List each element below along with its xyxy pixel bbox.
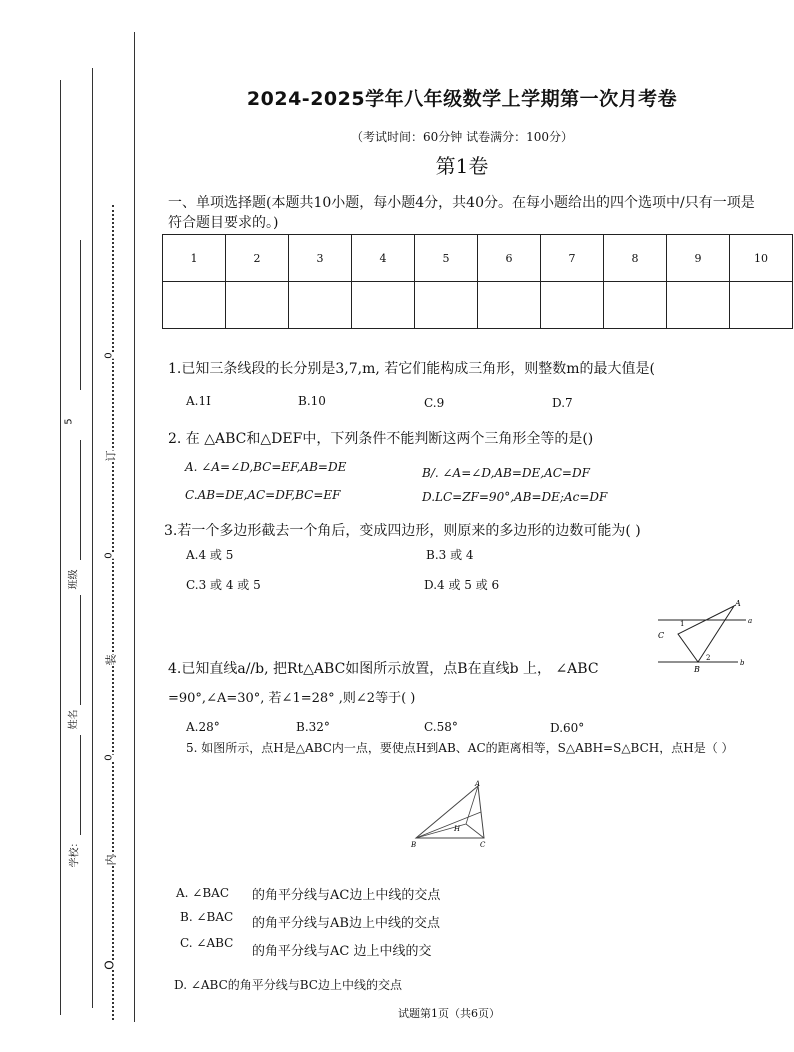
answer-cell[interactable] xyxy=(163,282,226,329)
margin-line-dotted xyxy=(112,205,114,1020)
fig5-label-h: H xyxy=(454,825,461,833)
q3-option-a: A.4 或 5 xyxy=(186,548,234,562)
q2-option-a: A. ∠A=∠D,BC=EF,AB=DE xyxy=(185,460,347,474)
fig4-label-c: C xyxy=(658,631,665,640)
answer-header-6: 6 xyxy=(478,235,541,282)
section-instructions: 一、单项选择题(本题共10小题，每小题4分，共40分。在每小题给出的四个选项中/只有一项是符合题目要求的。) xyxy=(168,195,755,231)
q3-option-d: D.4 或 5 或 6 xyxy=(424,578,500,592)
q5-option-b-text: 的角平分线与AB边上中线的交点 xyxy=(252,916,440,931)
page-title: 2024-2025学年八年级数学上学期第一次月考卷 xyxy=(246,88,678,110)
binding-mark-nei: 内 xyxy=(104,854,118,866)
q1-option-a: A.1I xyxy=(186,394,211,408)
fill-line-3 xyxy=(80,595,81,705)
fig4-label-2: 2 xyxy=(706,654,711,662)
fig4-label-line-b: b xyxy=(740,659,745,667)
q5-option-a-text: 的角平分线与AC边上中线的交点 xyxy=(252,888,441,903)
q4-option-b: B.32° xyxy=(296,720,330,734)
fig4-label-1: 1 xyxy=(680,620,685,628)
fill-line-1 xyxy=(80,240,81,390)
q4-option-d: D.60° xyxy=(550,721,585,735)
binding-mark-0b: 0 xyxy=(103,552,115,559)
fill-line-4 xyxy=(80,735,81,835)
answer-header-2: 2 xyxy=(226,235,289,282)
q3-stem: 3.若一个多边形截去一个角后，变成四边形，则原来的多边形的边数可能为( ) xyxy=(164,523,641,539)
margin-label-name: 姓名 xyxy=(68,709,80,730)
answer-cell[interactable] xyxy=(478,282,541,329)
answer-cell[interactable] xyxy=(730,282,793,329)
q5-option-d: D. ∠ABC的角平分线与BC边上中线的交点 xyxy=(174,978,402,992)
answer-cell[interactable] xyxy=(415,282,478,329)
binding-mark-0c: 0 xyxy=(103,754,115,761)
answer-header-7: 7 xyxy=(541,235,604,282)
answer-cell[interactable] xyxy=(604,282,667,329)
q5-option-c-key: C. ∠ABC xyxy=(180,936,234,950)
answer-cell[interactable] xyxy=(289,282,352,329)
q5-stem: 5. 如图所示，点H是△ABC内一点，要使点H到AB、AC的距离相等，S△ABH=S△BCH，点H是（ ） xyxy=(186,741,734,755)
margin-label-5: 5 xyxy=(63,418,75,425)
answer-cell[interactable] xyxy=(667,282,730,329)
volume-heading: 第1卷 xyxy=(435,154,489,178)
answer-header-5: 5 xyxy=(415,235,478,282)
q1-stem: 1.已知三条线段的长分别是3,7,m, 若它们能构成三角形，则整数m的最大值是( xyxy=(168,361,655,377)
answer-cell[interactable] xyxy=(352,282,415,329)
q4-stem-line1: 4.已知直线a//b, 把Rt△ABC如图所示放置，点B在直线b 上， ∠ABC xyxy=(168,661,599,677)
q4-option-a: A.28° xyxy=(186,720,220,734)
q4-figure xyxy=(650,598,760,676)
answer-header-9: 9 xyxy=(667,235,730,282)
fig5-label-b: B xyxy=(411,841,417,849)
fill-line-2 xyxy=(80,440,81,560)
margin-line-mid xyxy=(92,68,93,1008)
q4-option-c: C.58° xyxy=(424,720,458,734)
q3-option-c: C.3 或 4 或 5 xyxy=(186,578,261,592)
page-footer: 试题第1页（共6页） xyxy=(398,1007,500,1020)
q2-option-b: B/. ∠A=∠D,AB=DE,AC=DF xyxy=(422,466,590,480)
answer-header-3: 3 xyxy=(289,235,352,282)
answer-cell[interactable] xyxy=(226,282,289,329)
binding-mark-circle: O xyxy=(102,960,117,970)
q1-option-b: B.10 xyxy=(298,394,326,408)
fig4-label-b: B xyxy=(694,665,700,674)
answer-header-4: 4 xyxy=(352,235,415,282)
fig4-label-line-a: a xyxy=(748,617,753,625)
q4-stem-line2: =90°,∠A=30°, 若∠1=28° ,则∠2等于( ) xyxy=(168,691,416,706)
margin-line-outer xyxy=(60,80,61,1015)
answer-table xyxy=(162,234,793,329)
margin-label-class: 班级 xyxy=(68,569,80,590)
binding-mark-0a: 0 xyxy=(103,352,115,359)
answer-header-10: 10 xyxy=(730,235,793,282)
binding-mark-zhuang: 装 xyxy=(104,654,118,666)
exam-info: （考试时间：60分钟 试卷满分：100分） xyxy=(351,130,573,144)
answer-header-8: 8 xyxy=(604,235,667,282)
q1-option-d: D.7 xyxy=(552,396,573,410)
fig5-label-a: A xyxy=(475,780,481,788)
answer-cell[interactable] xyxy=(541,282,604,329)
q5-option-a-key: A. ∠BAC xyxy=(176,886,230,900)
q2-option-d: D.LC=ZF=90°,AB=DE;Ac=DF xyxy=(422,490,608,504)
q1-option-c: C.9 xyxy=(424,396,445,410)
q3-option-b: B.3 或 4 xyxy=(426,548,474,562)
q2-option-c: C.AB=DE,AC=DF,BC=EF xyxy=(185,488,341,502)
fig5-label-c: C xyxy=(480,841,486,849)
binding-mark-ding: 订 xyxy=(104,450,118,462)
fig4-label-a: A xyxy=(735,599,741,608)
margin-label-school: 学校： xyxy=(69,837,81,868)
q5-option-c-text: 的角平分线与AC 边上中线的交 xyxy=(252,944,432,959)
margin-line-inner xyxy=(134,32,135,1022)
q2-stem: 2. 在 △ABC和△DEF中，下列条件不能判断这两个三角形全等的是() xyxy=(168,431,594,447)
q5-option-b-key: B. ∠BAC xyxy=(180,910,234,924)
answer-header-1: 1 xyxy=(163,235,226,282)
q5-figure xyxy=(408,778,492,850)
